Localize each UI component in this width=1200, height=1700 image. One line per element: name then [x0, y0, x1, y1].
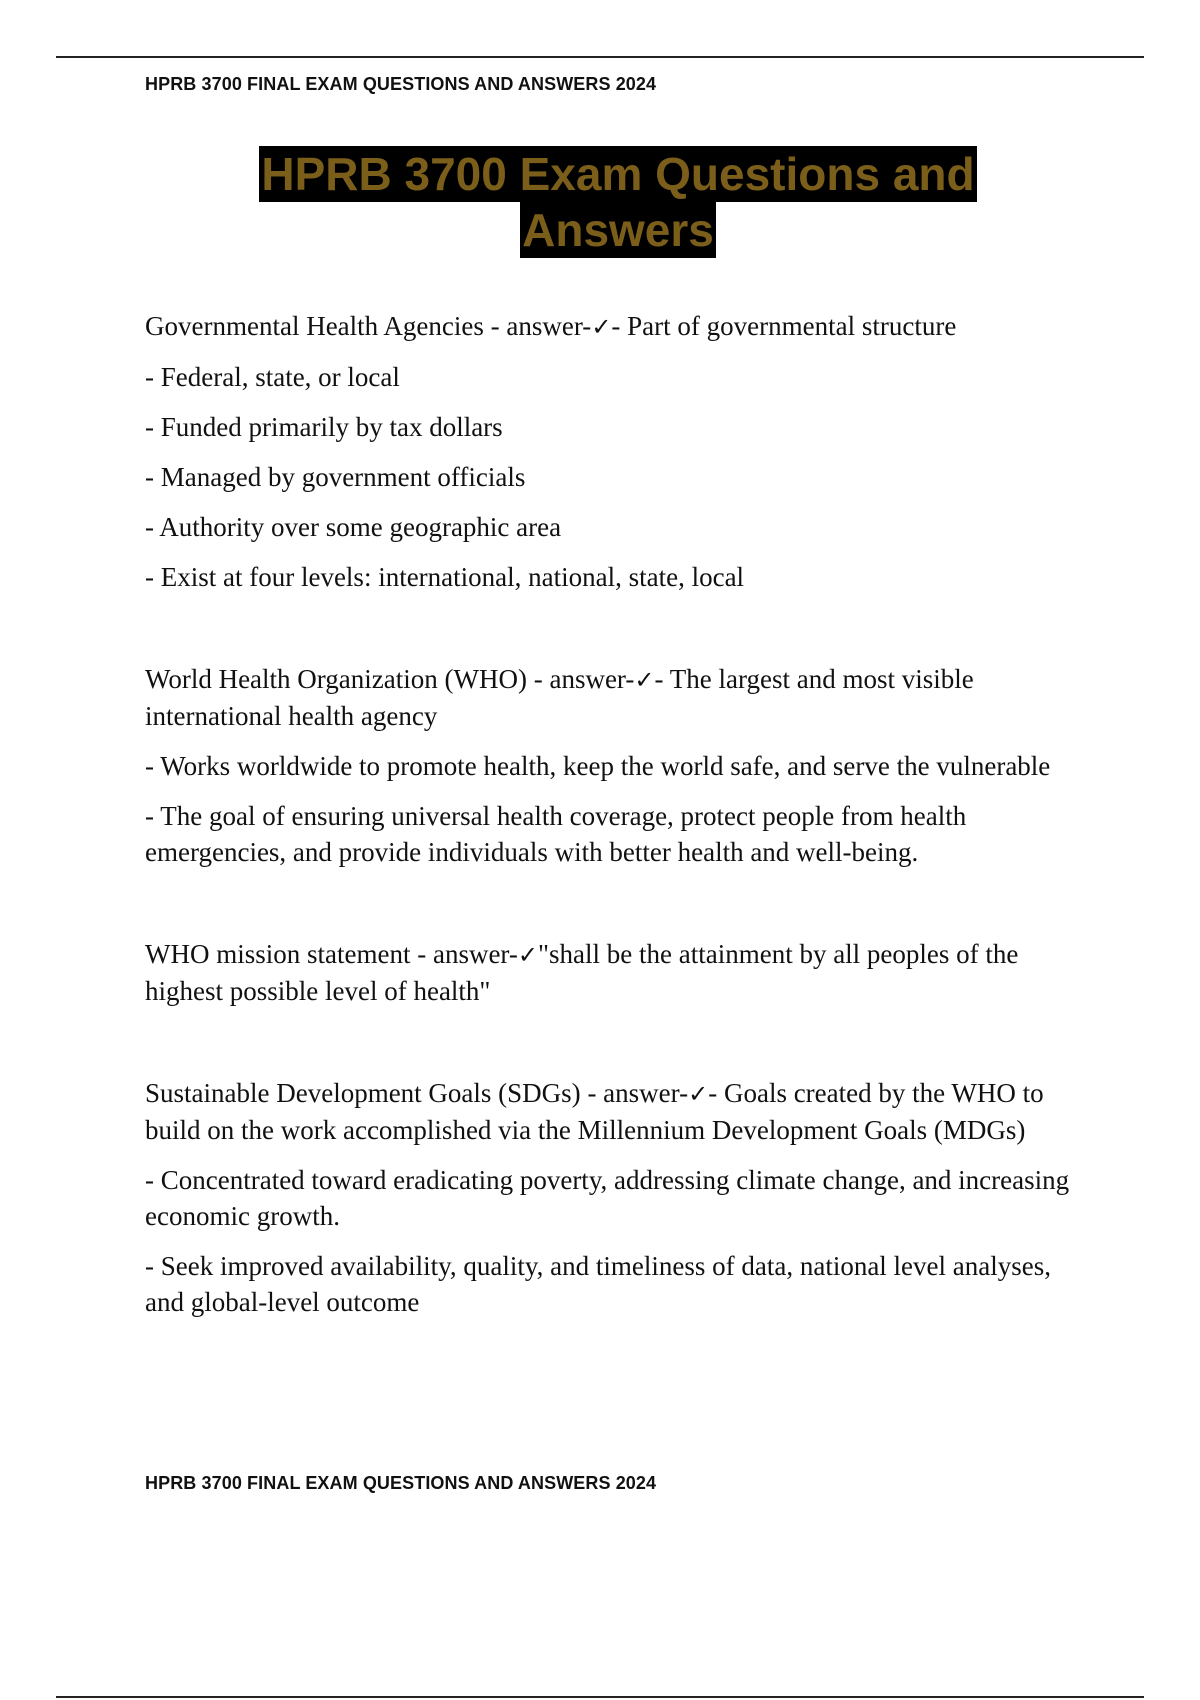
checkmark-icon: ✓ [688, 1080, 709, 1108]
qa-entry-who-mission [145, 936, 1095, 1009]
checkmark-icon: ✓ [634, 666, 655, 694]
running-footer: HPRB 3700 FINAL EXAM QUESTIONS AND ANSWERS 2024 [145, 1473, 657, 1493]
qa-entry-governmental-health-agencies [145, 308, 1095, 595]
qa-bullet: - Exist at four levels: international, national, state, local [145, 562, 745, 592]
qa-separator: - answer- [483, 311, 592, 341]
qa-separator: - answer- [526, 664, 635, 694]
qa-answer: - The largest and most visible international health agency [145, 664, 974, 731]
qa-bullet: - Funded primarily by tax dollars [145, 412, 503, 442]
qa-term: WHO mission statement [145, 939, 411, 969]
title-line-2: Answers [522, 204, 714, 256]
qa-question [145, 936, 1095, 1009]
qa-entry-sdgs [145, 1075, 1095, 1320]
qa-entry-who [145, 661, 1095, 870]
qa-answer: "shall be the attainment by all peoples of the highest possible level of health" [145, 939, 1019, 1006]
qa-bullet: - Seek improved availability, quality, and timeliness of data, national level analyses, and global-level outcome [145, 1251, 1051, 1317]
qa-question [145, 661, 1095, 734]
qa-bullet: - The goal of ensuring universal health coverage, protect people from health emergencies, and provide individuals with better health and well-being. [145, 801, 967, 867]
qa-bullet: - Works worldwide to promote health, keep the world safe, and serve the vulnerable [145, 751, 1051, 781]
qa-question [145, 308, 1095, 345]
qa-answer: - Goals created by the WHO to build on the work accomplished via the Millennium Development Goals (MDGs) [145, 1078, 1044, 1145]
qa-bullet: - Concentrated toward eradicating poverty, addressing climate change, and increasing economic growth. [145, 1165, 1070, 1231]
qa-question [145, 1075, 1095, 1148]
qa-bullet: - Authority over some geographic area [145, 512, 562, 542]
qa-answer: - Part of governmental structure [611, 311, 957, 341]
checkmark-icon: ✓ [517, 941, 538, 969]
qa-bullet: - Federal, state, or local [145, 362, 400, 392]
running-header: HPRB 3700 FINAL EXAM QUESTIONS AND ANSWERS 2024 [145, 74, 657, 94]
top-rule [56, 56, 1144, 58]
checkmark-icon: ✓ [591, 313, 612, 341]
bottom-rule [56, 1696, 1144, 1698]
qa-term: Sustainable Development Goals (SDGs) [145, 1078, 581, 1108]
title-line-1: HPRB 3700 Exam Questions and [261, 148, 975, 200]
qa-term: Governmental Health Agencies [145, 311, 484, 341]
qa-term: World Health Organization (WHO) [145, 664, 527, 694]
qa-content [145, 308, 1095, 1320]
qa-separator: - answer- [580, 1078, 689, 1108]
qa-bullet: - Managed by government officials [145, 462, 526, 492]
qa-separator: - answer- [410, 939, 518, 969]
document-title [0, 146, 1200, 258]
